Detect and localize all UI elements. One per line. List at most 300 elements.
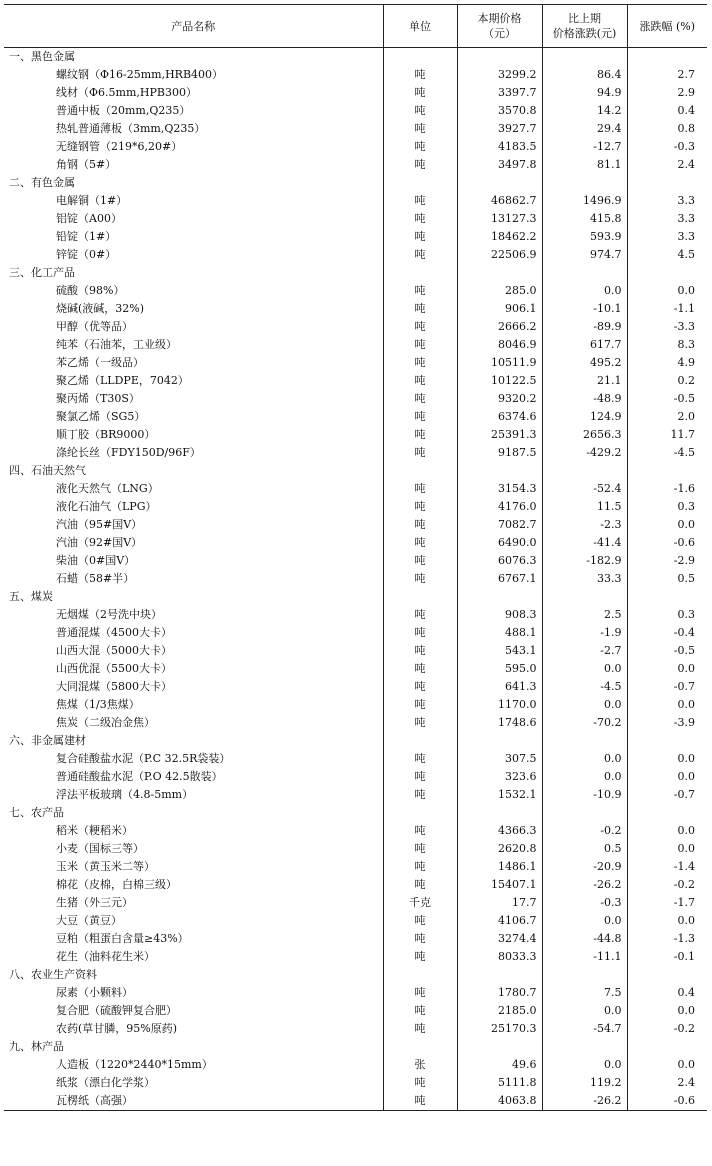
section-title: 六、非金属建材 [9,734,86,747]
unit-cell: 吨 [383,984,457,1002]
product-name: 浮法平板玻璃（4.8-5mm） [56,788,194,801]
change-percent-cell: 8.3 [627,336,707,354]
unit-cell: 吨 [383,606,457,624]
change-percent-cell: 0.3 [627,606,707,624]
change-percent-cell: 0.0 [627,822,707,840]
unit-cell: 吨 [383,624,457,642]
change-percent-cell: -3.3 [627,318,707,336]
product-name: 豆粕（粗蛋白含量≥43%） [56,932,189,945]
change-percent-cell: 3.3 [627,192,707,210]
product-name: 涤纶长丝（FDY150D/96F） [56,446,201,459]
current-price-cell: 595.0 [457,660,542,678]
table-row [4,1020,707,1038]
header-product-name: 产品名称 [4,5,383,48]
empty-cell [627,462,707,480]
price-change-cell: -20.9 [542,858,627,876]
current-price-cell: 906.1 [457,300,542,318]
section-row [4,804,707,822]
table-row [4,678,707,696]
change-percent-cell: -1.1 [627,300,707,318]
change-percent-cell: -1.4 [627,858,707,876]
table-row [4,894,707,912]
table-row [4,102,707,120]
price-change-cell: 0.0 [542,1056,627,1074]
empty-cell [542,804,627,822]
change-percent-cell: -0.2 [627,876,707,894]
empty-cell [457,462,542,480]
table-header [4,5,707,48]
unit-cell: 吨 [383,318,457,336]
price-change-cell: 2656.3 [542,426,627,444]
section-row [4,462,707,480]
current-price-cell: 9187.5 [457,444,542,462]
product-name: 大豆（黄豆） [56,914,122,927]
section-row [4,174,707,192]
unit-cell: 吨 [383,120,457,138]
unit-cell: 吨 [383,498,457,516]
table-row [4,192,707,210]
section-title: 三、化工产品 [9,266,75,279]
current-price-cell: 3299.2 [457,66,542,84]
table-row [4,300,707,318]
price-change-cell: 0.5 [542,840,627,858]
header-change-percent: 涨跌幅 (%) [627,5,707,48]
unit-cell: 吨 [383,336,457,354]
product-name: 硫酸（98%） [56,284,125,297]
price-change-cell: 974.7 [542,246,627,264]
product-name: 山西大混（5000大卡） [56,644,172,657]
price-change-cell: -54.7 [542,1020,627,1038]
current-price-cell: 10511.9 [457,354,542,372]
table-row [4,1056,707,1074]
product-name: 铝锭（A00） [56,212,122,225]
empty-cell [457,174,542,192]
price-change-cell: -89.9 [542,318,627,336]
table-row [4,570,707,588]
product-name: 电解铜（1#） [56,194,128,207]
change-percent-cell: 0.4 [627,102,707,120]
empty-cell [542,264,627,282]
table-row [4,714,707,732]
table-row [4,624,707,642]
price-change-cell: -182.9 [542,552,627,570]
header-price-change-line1: 比上期 [568,12,601,25]
section-row [4,966,707,984]
price-change-cell: 124.9 [542,408,627,426]
product-name: 无缝钢管（219*6,20#） [56,140,183,153]
empty-cell [383,1038,457,1056]
table-row [4,354,707,372]
product-name: 顺丁胶（BR9000） [56,428,156,441]
table-row [4,390,707,408]
unit-cell: 吨 [383,84,457,102]
section-row [4,588,707,606]
header-price-change-line2: 价格涨跌(元) [552,27,617,40]
product-name: 尿素（小颗料） [56,986,133,999]
price-table [4,4,707,1111]
change-percent-cell: 0.0 [627,696,707,714]
empty-cell [457,264,542,282]
price-change-cell: -429.2 [542,444,627,462]
unit-cell: 吨 [383,426,457,444]
price-change-cell: 29.4 [542,120,627,138]
product-name: 烧碱(液碱，32%) [56,302,145,315]
empty-cell [457,588,542,606]
unit-cell: 吨 [383,678,457,696]
current-price-cell: 25391.3 [457,426,542,444]
table-row [4,606,707,624]
product-name: 焦炭（二级冶金焦） [56,716,155,729]
change-percent-cell: -1.7 [627,894,707,912]
table-row [4,408,707,426]
unit-cell: 吨 [383,570,457,588]
table-row [4,426,707,444]
current-price-cell: 17.7 [457,894,542,912]
price-change-cell: 415.8 [542,210,627,228]
change-percent-cell: 0.0 [627,750,707,768]
empty-cell [627,804,707,822]
current-price-cell: 22506.9 [457,246,542,264]
unit-cell: 吨 [383,156,457,174]
unit-cell: 吨 [383,210,457,228]
price-change-cell: -11.1 [542,948,627,966]
current-price-cell: 4106.7 [457,912,542,930]
unit-cell: 吨 [383,408,457,426]
price-change-cell: -4.5 [542,678,627,696]
empty-cell [457,966,542,984]
product-name: 柴油（0#国Ⅴ） [56,554,136,567]
empty-cell [457,1038,542,1056]
change-percent-cell: 0.0 [627,660,707,678]
unit-cell: 吨 [383,282,457,300]
current-price-cell: 46862.7 [457,192,542,210]
empty-cell [457,804,542,822]
current-price-cell: 641.3 [457,678,542,696]
empty-cell [542,966,627,984]
table-row [4,1074,707,1092]
empty-cell [627,174,707,192]
price-table-container [4,4,707,1111]
price-change-cell: 0.0 [542,912,627,930]
table-row [4,138,707,156]
product-name: 人造板（1220*2440*15mm） [56,1058,213,1071]
unit-cell: 吨 [383,948,457,966]
price-change-cell: 0.0 [542,660,627,678]
section-title: 五、煤炭 [9,590,53,603]
product-name: 复合肥（硫酸钾复合肥） [56,1004,177,1017]
change-percent-cell: 0.8 [627,120,707,138]
price-change-cell: 1496.9 [542,192,627,210]
current-price-cell: 25170.3 [457,1020,542,1038]
current-price-cell: 15407.1 [457,876,542,894]
price-change-cell: 0.0 [542,750,627,768]
current-price-cell: 2666.2 [457,318,542,336]
change-percent-cell: -0.6 [627,534,707,552]
empty-cell [383,588,457,606]
current-price-cell: 6490.0 [457,534,542,552]
current-price-cell: 4176.0 [457,498,542,516]
section-title: 四、石油天然气 [9,464,86,477]
price-change-cell: 11.5 [542,498,627,516]
current-price-cell: 7082.7 [457,516,542,534]
product-name: 汽油（95#国Ⅴ） [56,518,143,531]
current-price-cell: 3397.7 [457,84,542,102]
unit-cell: 张 [383,1056,457,1074]
change-percent-cell: 3.3 [627,228,707,246]
section-row [4,264,707,282]
change-percent-cell: -0.6 [627,1092,707,1111]
current-price-cell: 307.5 [457,750,542,768]
price-change-cell: 0.0 [542,1002,627,1020]
unit-cell: 吨 [383,876,457,894]
header-unit: 单位 [383,5,457,48]
product-name: 普通中板（20mm,Q235） [56,104,191,117]
header-row [4,5,707,48]
empty-cell [542,1038,627,1056]
table-row [4,822,707,840]
table-row [4,228,707,246]
table-row [4,984,707,1002]
table-row [4,840,707,858]
current-price-cell: 285.0 [457,282,542,300]
product-name: 小麦（国标三等） [56,842,144,855]
unit-cell: 吨 [383,642,457,660]
table-row [4,372,707,390]
current-price-cell: 488.1 [457,624,542,642]
current-price-cell: 4063.8 [457,1092,542,1111]
empty-cell [627,732,707,750]
table-row [4,66,707,84]
table-row [4,786,707,804]
price-change-cell: 14.2 [542,102,627,120]
unit-cell: 吨 [383,66,457,84]
empty-cell [542,732,627,750]
unit-cell: 吨 [383,912,457,930]
change-percent-cell: -3.9 [627,714,707,732]
product-name: 聚丙烯（T30S） [56,392,140,405]
product-name: 大同混煤（5800大卡） [56,680,172,693]
change-percent-cell: -0.7 [627,678,707,696]
section-title: 一、黑色金属 [9,50,75,63]
table-row [4,912,707,930]
unit-cell: 吨 [383,768,457,786]
unit-cell: 吨 [383,1020,457,1038]
table-row [4,534,707,552]
change-percent-cell: -0.1 [627,948,707,966]
section-title: 八、农业生产资料 [9,968,97,981]
current-price-cell: 1780.7 [457,984,542,1002]
price-change-cell: -2.7 [542,642,627,660]
price-change-cell: -48.9 [542,390,627,408]
price-change-cell: -12.7 [542,138,627,156]
price-change-cell: -10.1 [542,300,627,318]
price-change-cell: -26.2 [542,1092,627,1111]
product-name: 石蜡（58#半） [56,572,135,585]
table-row [4,156,707,174]
table-row [4,336,707,354]
table-row [4,1092,707,1111]
empty-cell [627,1038,707,1056]
price-change-cell: 86.4 [542,66,627,84]
unit-cell: 吨 [383,714,457,732]
table-row [4,516,707,534]
unit-cell: 吨 [383,516,457,534]
section-row [4,48,707,67]
table-row [4,120,707,138]
current-price-cell: 323.6 [457,768,542,786]
unit-cell: 吨 [383,858,457,876]
unit-cell: 吨 [383,1074,457,1092]
current-price-cell: 908.3 [457,606,542,624]
empty-cell [383,48,457,67]
table-row [4,498,707,516]
unit-cell: 吨 [383,660,457,678]
unit-cell: 吨 [383,552,457,570]
unit-cell: 吨 [383,444,457,462]
current-price-cell: 1532.1 [457,786,542,804]
table-row [4,858,707,876]
change-percent-cell: 0.3 [627,498,707,516]
product-name: 螺纹钢（Φ16-25mm,HRB400） [56,68,224,81]
change-percent-cell: 0.0 [627,840,707,858]
change-percent-cell: 0.0 [627,516,707,534]
product-name: 纯苯（石油苯，工业级） [56,338,177,351]
price-change-cell: -0.3 [542,894,627,912]
change-percent-cell: 2.4 [627,156,707,174]
unit-cell: 吨 [383,1092,457,1111]
product-name: 液化石油气（LPG） [56,500,157,513]
table-row [4,876,707,894]
empty-cell [542,588,627,606]
current-price-cell: 3154.3 [457,480,542,498]
change-percent-cell: 2.9 [627,84,707,102]
unit-cell: 吨 [383,480,457,498]
price-change-cell: -70.2 [542,714,627,732]
price-change-cell: 2.5 [542,606,627,624]
price-change-cell: -41.4 [542,534,627,552]
current-price-cell: 3497.8 [457,156,542,174]
current-price-cell: 9320.2 [457,390,542,408]
change-percent-cell: -0.7 [627,786,707,804]
current-price-cell: 1748.6 [457,714,542,732]
empty-cell [542,174,627,192]
product-name: 聚乙烯（LLDPE，7042） [56,374,189,387]
empty-cell [627,264,707,282]
change-percent-cell: 11.7 [627,426,707,444]
change-percent-cell: -0.5 [627,642,707,660]
price-change-cell: 593.9 [542,228,627,246]
table-row [4,282,707,300]
change-percent-cell: 0.0 [627,282,707,300]
unit-cell: 吨 [383,192,457,210]
table-row [4,318,707,336]
price-change-cell: -2.3 [542,516,627,534]
empty-cell [383,966,457,984]
product-name: 无烟煤（2号洗中块） [56,608,162,621]
product-name: 瓦楞纸（高强） [4,1092,383,1111]
table-row [4,84,707,102]
change-percent-cell: 4.5 [627,246,707,264]
unit-cell: 吨 [383,246,457,264]
section-row [4,732,707,750]
product-name: 铅锭（1#） [56,230,117,243]
table-row [4,444,707,462]
change-percent-cell: -0.4 [627,624,707,642]
unit-cell: 吨 [383,696,457,714]
table-row [4,696,707,714]
price-change-cell: 0.0 [542,696,627,714]
product-name: 汽油（92#国Ⅴ） [56,536,143,549]
empty-cell [627,48,707,67]
product-name: 纸浆（漂白化学浆） [56,1076,155,1089]
change-percent-cell: 0.4 [627,984,707,1002]
product-name: 稻米（粳稻米） [56,824,133,837]
change-percent-cell: -2.9 [627,552,707,570]
unit-cell: 千克 [383,894,457,912]
section-title: 九、林产品 [9,1040,64,1053]
product-name: 花生（油料花生米） [56,950,155,963]
empty-cell [627,966,707,984]
product-name: 热轧普通薄板（3mm,Q235） [56,122,206,135]
change-percent-cell: 0.0 [627,768,707,786]
change-percent-cell: 2.7 [627,66,707,84]
unit-cell: 吨 [383,1002,457,1020]
empty-cell [383,174,457,192]
unit-cell: 吨 [383,102,457,120]
product-name: 苯乙烯（一级品） [56,356,144,369]
change-percent-cell: 0.5 [627,570,707,588]
header-current-price-line1: 本期价格 [477,12,522,25]
product-name: 普通混煤（4500大卡） [56,626,172,639]
product-name: 液化天然气（LNG） [56,482,159,495]
table-body [4,48,707,1111]
empty-cell [457,732,542,750]
product-name: 线材（Φ6.5mm,HPB300） [56,86,197,99]
current-price-cell: 49.6 [457,1056,542,1074]
product-name: 山西优混（5500大卡） [56,662,172,675]
empty-cell [457,48,542,67]
change-percent-cell: -0.2 [627,1020,707,1038]
current-price-cell: 8033.3 [457,948,542,966]
empty-cell [383,804,457,822]
change-percent-cell: -0.5 [627,390,707,408]
price-change-cell: -44.8 [542,930,627,948]
unit-cell: 吨 [383,390,457,408]
price-change-cell: 94.9 [542,84,627,102]
product-name: 生猪（外三元） [56,896,133,909]
current-price-cell: 4183.5 [457,138,542,156]
current-price-cell: 3570.8 [457,102,542,120]
change-percent-cell: -1.3 [627,930,707,948]
product-name: 焦煤（1/3焦煤） [56,698,140,711]
unit-cell: 吨 [383,228,457,246]
section-title: 二、有色金属 [9,176,75,189]
change-percent-cell: -0.3 [627,138,707,156]
unit-cell: 吨 [383,138,457,156]
product-name: 复合硅酸盐水泥（P.C 32.5R袋装） [56,752,231,765]
change-percent-cell: -1.6 [627,480,707,498]
empty-cell [627,588,707,606]
header-price-change [542,5,627,48]
product-name: 玉米（黄玉米二等） [56,860,155,873]
table-row [4,930,707,948]
unit-cell: 吨 [383,750,457,768]
price-change-cell: 495.2 [542,354,627,372]
current-price-cell: 8046.9 [457,336,542,354]
section-title: 七、农产品 [9,806,64,819]
current-price-cell: 3927.7 [457,120,542,138]
current-price-cell: 10122.5 [457,372,542,390]
